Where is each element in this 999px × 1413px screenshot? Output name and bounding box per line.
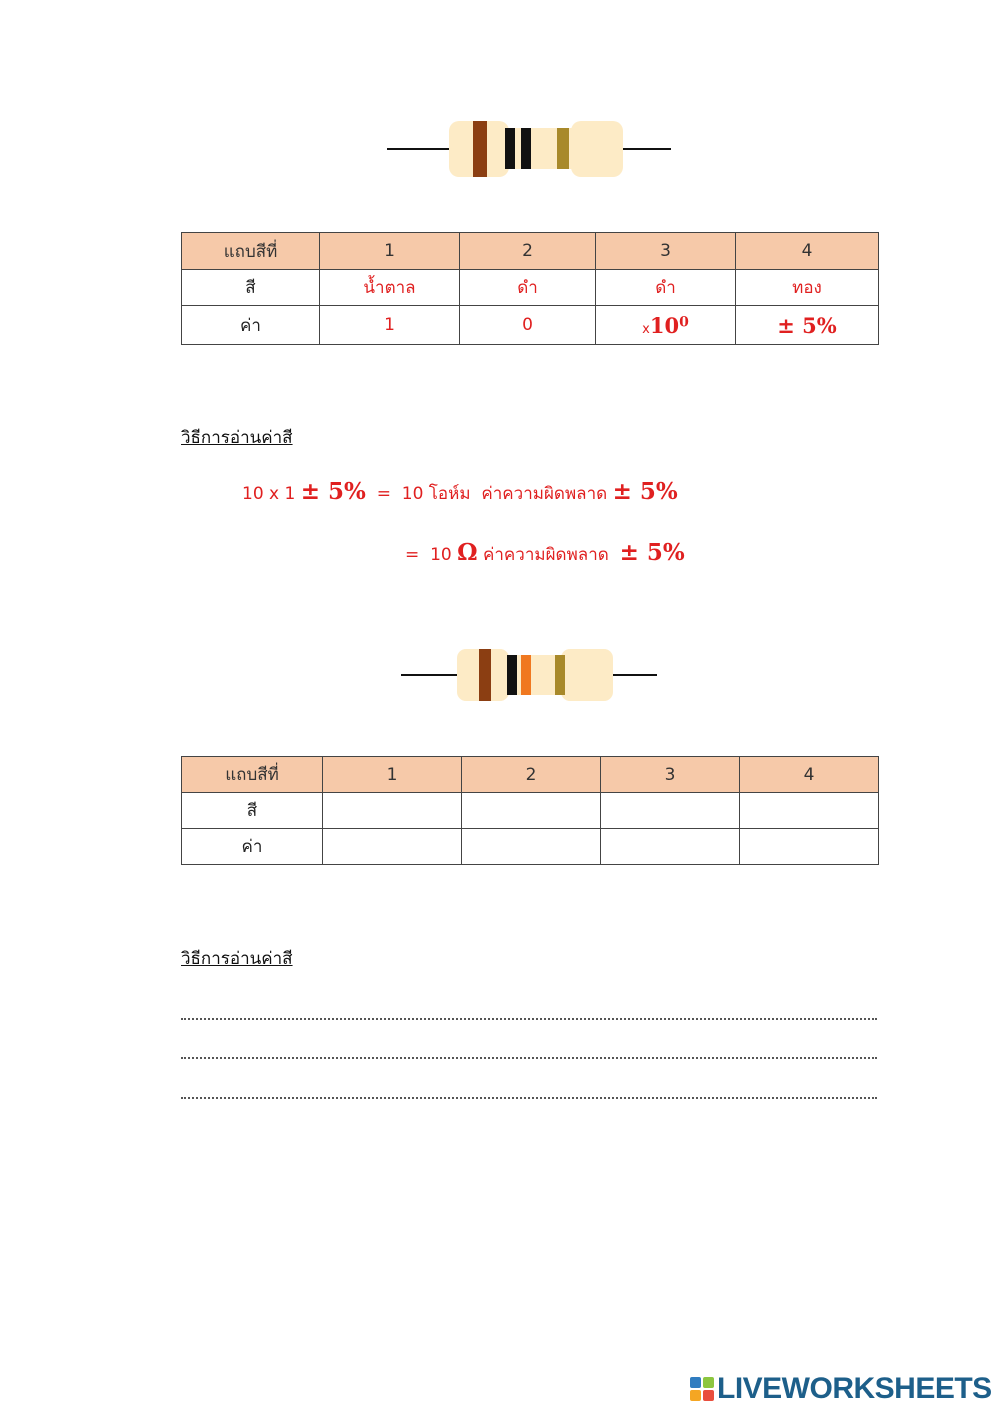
value-answer-3[interactable] [601, 829, 740, 865]
value-answer-4[interactable] [740, 829, 879, 865]
resistor-1-band-1 [473, 121, 487, 177]
table-1-header-row [182, 233, 879, 270]
resistor-1-image [385, 118, 675, 182]
color-row-label: สี [182, 793, 323, 829]
resistor-2-band-2 [507, 655, 517, 695]
calc-2-err-label: ค่าความผิดพลาด [483, 545, 609, 565]
section-1-heading: วิธีการอ่านค่าสี [181, 428, 293, 448]
calc-1-expr: 10 x 1 [242, 484, 296, 504]
band-table-2 [181, 756, 879, 865]
value-answer-2[interactable] [462, 829, 601, 865]
color-band-1: น้ำตาล [320, 270, 460, 306]
calc-1-result: 10 โอห์ม [401, 484, 471, 504]
table-2-value-row [182, 829, 879, 865]
color-answer-2[interactable] [462, 793, 601, 829]
color-answer-4[interactable] [740, 793, 879, 829]
calc-1-eq: = [376, 484, 391, 504]
ohm-symbol: Ω [457, 539, 478, 566]
value-band-2: 0 [460, 306, 596, 345]
table-2-color-row [182, 793, 879, 829]
color-answer-1[interactable] [323, 793, 462, 829]
resistor-1-band-2 [505, 128, 515, 169]
table-1-value-row [182, 306, 879, 345]
multiplier-base: 10 [649, 312, 680, 338]
header-band-label: แถบสีที่ [182, 233, 320, 270]
color-band-4: ทอง [736, 270, 879, 306]
header-band-1: 1 [323, 757, 462, 793]
color-band-3: ดำ [596, 270, 736, 306]
header-band-label: แถบสีที่ [182, 757, 323, 793]
calc-1-err-val: ± 5% [612, 478, 678, 505]
multiplier-exponent: 0 [679, 313, 689, 330]
calc-2-num: 10 [430, 545, 452, 565]
answer-line-2[interactable] [181, 1057, 877, 1059]
calc-line-1 [242, 478, 678, 507]
resistor-1-band-4 [557, 128, 569, 169]
value-row-label: ค่า [182, 829, 323, 865]
answer-line-3[interactable] [181, 1097, 877, 1099]
resistor-2-band-1 [479, 649, 491, 701]
calc-1-err-label: ค่าความผิดพลาด [481, 484, 608, 504]
logo-text: LIVEWORKSHEETS [717, 1372, 992, 1405]
calc-2-eq: = [405, 545, 420, 565]
resistor-2-band-4 [555, 655, 565, 695]
value-row-label: ค่า [182, 306, 320, 345]
value-band-1: 1 [320, 306, 460, 345]
calc-line-2 [405, 539, 685, 568]
band-table-1 [181, 232, 879, 345]
table-1-color-row [182, 270, 879, 306]
header-band-3: 3 [601, 757, 740, 793]
header-band-3: 3 [596, 233, 736, 270]
color-band-2: ดำ [460, 270, 596, 306]
table-2-header-row [182, 757, 879, 793]
section-2-heading: วิธีการอ่านค่าสี [181, 949, 293, 969]
header-band-2: 2 [462, 757, 601, 793]
value-answer-1[interactable] [323, 829, 462, 865]
logo-grid-icon [690, 1377, 714, 1401]
calc-1-tol: ± 5% [300, 478, 366, 505]
header-band-4: 4 [740, 757, 879, 793]
header-band-4: 4 [736, 233, 879, 270]
header-band-1: 1 [320, 233, 460, 270]
resistor-2-band-3 [521, 655, 531, 695]
calc-2-err-val: ± 5% [619, 539, 685, 566]
value-band-3 [596, 306, 736, 345]
liveworksheets-logo [690, 1372, 992, 1406]
resistor-1-band-3 [521, 128, 531, 169]
answer-line-1[interactable] [181, 1018, 877, 1020]
color-row-label: สี [182, 270, 320, 306]
color-answer-3[interactable] [601, 793, 740, 829]
header-band-2: 2 [460, 233, 596, 270]
value-band-4: ± 5% [736, 306, 879, 345]
multiplier-sign: x [642, 321, 650, 337]
resistor-2-image [399, 646, 661, 704]
